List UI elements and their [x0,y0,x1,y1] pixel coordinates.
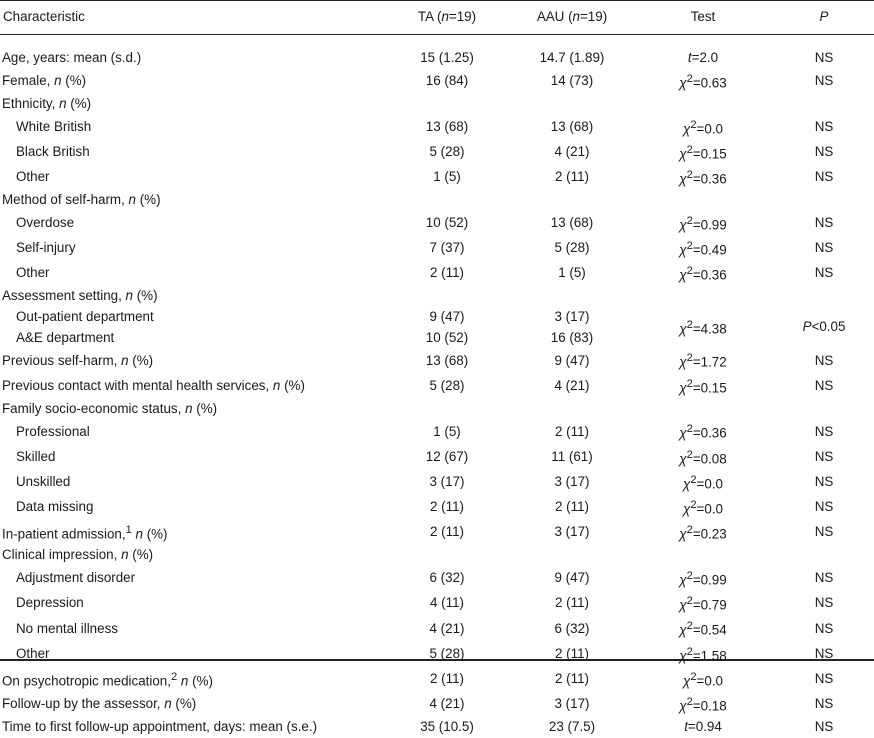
aau-value [512,190,632,211]
aau-value: 16 (83) [550,329,594,345]
table-row [0,307,874,328]
ta-value: 7 (37) [429,240,465,256]
row-label: On psychotropic medication,$^2$ n (%) [2,670,213,689]
test-value [632,286,774,307]
p-value: NS [814,670,834,686]
test-value: $\chi^2=0.36$ [679,265,727,283]
ta-value: 4 (11) [430,595,464,611]
p-value: NS [814,377,834,393]
test-value: $\chi^2=0.36$ [679,168,727,187]
table-row [0,115,874,140]
aau-value: 9 (47) [554,352,590,368]
p-value: NS [814,570,834,586]
table-row [0,566,874,591]
aau-value [512,94,632,115]
p-value [774,94,874,115]
ta-value: 12 (67) [425,448,469,464]
test-value: $\chi^2=0.08$ [679,448,727,467]
row-label: Time to first follow-up appointment, days: mean (s.e.) [2,719,318,735]
ta-value [382,545,512,566]
aau-value: 2 (11) [555,670,589,686]
row-label: Overdose [16,215,75,231]
table-row [0,48,874,69]
col-characteristic: Characteristic [3,9,85,24]
table-row [0,140,874,165]
p-value: NS [814,448,834,464]
row-label: Self-injury [16,240,76,256]
row-label: Adjustment disorder [16,570,136,586]
aau-value: 4 (21) [554,143,590,159]
p-value: NS [814,524,834,540]
p-value: NS [814,499,834,515]
test-value: $\chi^2=0.36$ [679,423,727,441]
aau-value: 5 (28) [554,240,590,256]
aau-value: 14 (73) [550,72,594,88]
test-value: $\chi^2=0.49$ [679,239,727,258]
test-value: $\chi^2=0.54$ [679,620,727,638]
aau-value: 13 (68) [550,118,594,134]
table-row [0,520,874,545]
aau-value: 3 (17) [554,474,590,490]
test-value: $\chi^2=0.99$ [679,214,727,233]
test-value: $\chi^2=0.99$ [679,570,727,588]
p-value: NS [814,645,834,661]
aau-value: 2 (11) [555,645,589,661]
ta-value: 13 (68) [425,352,469,368]
test-value: $\chi^2=0.0$ [683,498,723,517]
table-row [0,69,874,94]
ta-value: 5 (28) [429,377,465,393]
ta-value: 3 (17) [429,474,465,490]
ta-value [382,286,512,307]
aau-value: 13 (68) [550,215,594,231]
test-value [632,94,774,115]
row-label: No mental illness [16,620,118,636]
p-value: NS [814,169,834,185]
row-label: Skilled [16,448,56,464]
aau-value [512,399,632,420]
row-label: Other [16,645,50,661]
ta-value: 2 (11) [430,265,464,281]
ta-value: 5 (28) [429,143,465,159]
ta-value: 6 (32) [429,570,465,586]
ta-value: 2 (11) [430,670,464,686]
aau-value: 11 (61) [551,448,593,464]
test-value: $\chi^2=0.0$ [683,473,723,492]
p-value: NS [814,620,834,636]
test-value: $\chi^2=4.38$ [679,319,727,337]
table-row [0,717,874,738]
table-row [0,165,874,190]
ta-value [382,399,512,420]
row-label: Other [16,265,50,281]
ta-value [382,94,512,115]
p-value: NS [814,240,834,256]
p-value: NS [814,143,834,159]
test-value: t=2.0 [687,50,719,65]
p-value: NS [814,72,834,88]
row-label: Clinical impression, n (%) [2,547,154,563]
test-value: $\chi^2=1.72$ [679,352,727,370]
table-row [0,190,874,211]
table-row [0,445,874,470]
row-label: White British [16,118,92,134]
p-value: NS [814,595,834,611]
table-row [0,348,874,373]
p-value: NS [814,265,834,281]
table-row [0,419,874,444]
aau-value: 2 (11) [555,169,589,185]
row-label: Age, years: mean (s.d.) [2,50,142,65]
test-value: $\chi^2=0.0$ [683,670,723,689]
ta-value: 16 (84) [425,72,469,88]
test-value: t=0.94 [684,719,722,735]
row-label: Depression [16,595,84,611]
ta-value: 4 (21) [429,620,465,636]
row-label: Other [16,169,50,185]
test-value: $\chi^2=0.18$ [679,695,727,714]
ta-value: 35 (10.5) [420,719,474,735]
test-value: $\chi^2=0.63$ [679,72,727,91]
row-label: Professional [16,423,90,439]
row-label: Follow-up by the assessor, n (%) [2,696,197,712]
aau-value: 2 (11) [555,499,589,515]
test-value: $\chi^2=0.0$ [683,118,723,137]
table-row [0,94,874,115]
test-value [632,190,774,211]
p-value: NS [814,50,834,65]
p-value: P<0.05 [802,319,846,335]
col-ta: TA (n=19) [417,9,477,24]
p-value: NS [814,719,834,735]
ta-value: 2 (11) [430,499,464,515]
ta-value: 4 (21) [429,696,465,712]
aau-value: 1 (5) [558,265,586,281]
aau-value: 3 (17) [554,524,590,540]
table-row [0,399,874,420]
row-label: Data missing [16,499,94,515]
p-value: NS [814,474,834,490]
aau-value: 3 (17) [554,696,590,712]
ta-value: 13 (68) [425,118,469,134]
p-value [774,399,874,420]
ta-value: 15 (1.25) [420,50,474,65]
col-p: P [819,9,829,24]
row-label: Out-patient department [16,309,154,325]
test-value: $\chi^2=0.79$ [679,595,727,613]
row-label: A&E department [16,329,115,345]
aau-value [512,545,632,566]
test-value: $\chi^2=1.58$ [679,645,727,664]
aau-value: 2 (11) [555,595,589,611]
table-row [0,616,874,641]
p-value: NS [814,215,834,231]
test-value: $\chi^2=0.23$ [679,524,727,542]
test-value [632,399,774,420]
p-value [774,190,874,211]
p-value: NS [814,352,834,368]
test-value: $\chi^2=0.15$ [679,143,727,162]
row-label: Assessment setting, n (%) [2,288,158,304]
table-row [0,545,874,566]
row-label: In-patient admission,$^1$ n (%) [2,524,168,542]
p-value [774,286,874,307]
header-row [0,0,874,34]
aau-value: 23 (7.5) [548,719,596,735]
aau-value: 9 (47) [554,570,590,586]
ta-value: 2 (11) [430,524,464,540]
ta-value: 10 (52) [425,329,469,345]
table-row [0,667,874,692]
test-value: $\chi^2=0.15$ [679,377,727,396]
aau-value: 4 (21) [554,377,590,393]
row-label: Method of self-harm, n (%) [2,192,161,208]
table-row [0,261,874,286]
row-label: Unskilled [16,474,71,490]
table-row [0,236,874,261]
aau-value: 2 (11) [555,423,589,439]
aau-value: 6 (32) [554,620,590,636]
table-row [0,495,874,520]
ta-value: 1 (5) [433,423,461,439]
test-value [632,545,774,566]
col-aau: AAU (n=19) [536,9,608,24]
table-row [0,642,874,667]
ta-value: 9 (47) [429,309,465,325]
table-row [0,591,874,616]
ta-value: 1 (5) [433,169,461,185]
aau-value: 14.7 (1.89) [539,50,605,65]
ta-value [382,190,512,211]
spacer-row [0,34,874,48]
table-row [0,374,874,399]
p-value [774,545,874,566]
p-value: NS [814,423,834,439]
aau-value [512,286,632,307]
p-value: NS [814,696,834,712]
row-label: Ethnicity, n (%) [2,95,92,111]
table-row [0,286,874,307]
table-row [0,692,874,717]
table-row [0,470,874,495]
row-label: Family socio-economic status, n (%) [2,400,218,416]
p-value: NS [814,118,834,134]
table-row [0,211,874,236]
row-label: Previous contact with mental health services, n (%) [2,377,305,393]
ta-value: 5 (28) [429,645,465,661]
row-label: Female, n (%) [2,72,87,88]
aau-value: 3 (17) [554,309,590,325]
col-test: Test [690,9,716,24]
ta-value: 10 (52) [425,215,469,231]
row-label: Previous self-harm, n (%) [2,352,154,368]
row-label: Black British [16,143,90,159]
